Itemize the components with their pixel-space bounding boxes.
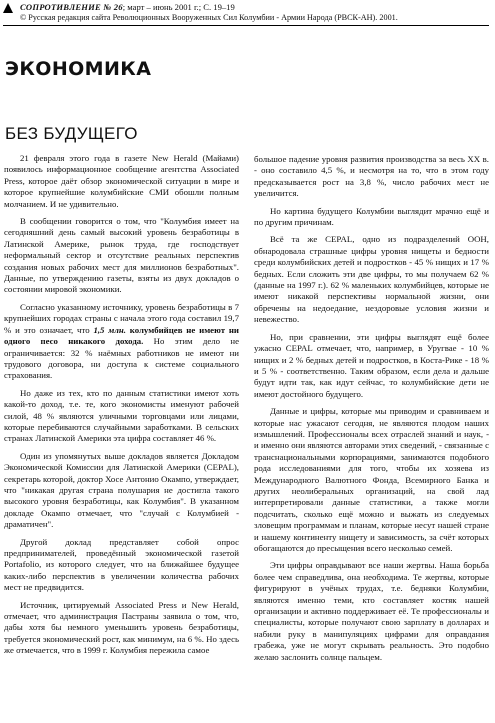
header-divider: [3, 25, 489, 26]
text-run: Но этим дело не ограничивается: 32 % наёмных работников не имеют ни трудового договора, ни доступа к системе социального страхования.: [4, 336, 239, 381]
highlight-text: колумбийцев не имеют ни одного песо никакого дохода.: [4, 324, 239, 347]
left-column: [4, 153, 239, 663]
right-column: [254, 154, 489, 669]
paragraph: 21 февраля этого года в газете New Herald (Майами) появилось информационное сообщение агентства Associated Press, которое даёт обзор экономической ситуации в мире и которое крупнейшие колумбийские СМИ обошли полным молчанием. И не удивительно.: [4, 153, 239, 209]
section-title: ЭКОНОМИКА: [5, 58, 152, 80]
paragraph: [4, 302, 239, 382]
paragraph: Один из упомянутых выше докладов является Докладом Экономической Комиссии для Латинской Америки (CEPAL), секретарь которой, доктор Хосе Антонио Окампо, утверждает, что "никакая другая страна полушария не достигла такого высокого уровня безработицы, как Колумбия". В указанном докладе Окампо отмечает, что "случай с Колумбией - драматичен".: [4, 450, 239, 530]
document-header: [3, 2, 489, 23]
paragraph: Но, при сравнении, эти цифры выглядят ещё более ужасно CEPAL отмечает, что, например, в Уругвае - 10 % нищих и 2 % бедных детей и подростков, в Коста-Рике - 18 % и 5 % - соответственно. Таким образом, если дела и дальше будут идти так, как идут сейчас, то колумбийские дети не имеют достойного будущего.: [254, 331, 489, 399]
paragraph: Источник, цитируемый Associated Press и New Herald, отмечает, что администрация Пастраны заявила о том, что, дабы хотя бы немного уменьшить уровень безработицы, требуется экономический рост, как минимум, на 6 %. Но здесь же отмечается, что в 1999 г. Колумбия пережила самое: [4, 599, 239, 656]
paragraph: Но картина будущего Колумбии выглядит мрачно ещё и по другим причинам.: [254, 205, 489, 228]
text-run: Согласно указанному источнику, уровень безработицы в 7 крупнейших городах страны с начала этого года составил 19,7 % и это означает, что: [4, 301, 239, 335]
paragraph: Но даже из тех, кто по данным статистики имеют хоть какой-то доход, т.е. те, кого экономисты именуют рабочей силой, 48 % являются уличными торговцами или лицами, которые перебиваются случайными заработками. В сельских странах Латинской Америки эта цифра составляет 46 %.: [4, 387, 239, 444]
article-title: БЕЗ БУДУЩЕГО: [5, 124, 138, 143]
copyright-line: © Русская редакция сайта Революционных Вооруженных Сил Колумбии - Армии Народа (РВСК-АН). 2001.: [20, 13, 398, 22]
journal-line: [20, 2, 235, 12]
paragraph: Другой доклад представляет собой опрос предпринимателей, проведённый экономической газетой Portafolio, из которого следует, что на ближайшее будущее каких-либо перспектив в увеличении количества рабочих мест не предвидится.: [4, 536, 239, 593]
paragraph: большое падение уровня развития производства за весь XX в. - оно составило 4,5 %, и несмотря на то, что в этом году предсказывается рост на 3,8 %, число рабочих мест не увеличится.: [254, 154, 489, 199]
paragraph: Всё та же CEPAL, одно из подразделений ООН, обнародовала страшные цифры уровня нищеты и бедности среди колумбийских детей и подростков - 45 % нищих и 17 % бедных. Если сложить эти две цифры, то мы получаем 62 % (данные на 1997 г.). 62 % маленьких колумбийцев, которые не имеют никакой перспективы нормальной жизни, они обречены на недоедание, нездоровые условия жизни и невежество.: [254, 234, 489, 325]
paragraph: Эти цифры оправдывают все наши жертвы. Наша борьба более чем справедлива, она необходима. Те жертвы, которые фигурируют в учёных трудах, т.е. бедняки Колумбии, являются именно теми, кто составляет костяк нашей организации и активно поддерживает её. Те профессионалы и специалисты, которые получают свою зарплату в долларах и набили руку в манипуляциях цифрами для оправдания грабежа, уже не могут скрывать реальность. Это подобно желаю заслонить солнце пальцем.: [254, 560, 489, 662]
journal-name: СОПРОТИВЛЕНИЕ № 26: [20, 2, 123, 12]
paragraph: В сообщении говорится о том, что "Колумбия имеет на сегодняшний день самый высокий уровень безработицы в Латинской Америке, рынок труда, где господствует неформальный сектор и отсутствие реальных перспектив создания новых рабочих мест для миллионов безработных". Данные, по утверждению газеты, взяты из двух докладов о состоянии мировой экономики.: [4, 216, 239, 295]
issue-info: ; март – июнь 2001 г.; С. 19–19: [122, 2, 235, 12]
highlight-number: 1,5 млн.: [93, 324, 126, 335]
paragraph: Данные и цифры, которые мы приводим и сравниваем и которые нас ужасают сегодня, не являются плодом наших измышлений. Профессионалы всех отраслей знаний и наук, - и именно они являются авторами этих сведений, - связанные с транснациональными корпорациями, занимаются подобного рода исследованиями для того, чтобы их хозяева из Международного Валютного Фонда, Всемирного Банка и других неолиберальных организаций, на свой лад интерпретировали данные статистики, а также могли подсчитать, сколько ещё можно и выжать из следуемых зловещим программам и планам, которые несут нашей стране и нашему континенту нищету и зависимость, за счёт которых обогащаются до пресыщения всего несколько семей.: [254, 406, 489, 553]
triangle-logo-icon: [3, 3, 13, 13]
